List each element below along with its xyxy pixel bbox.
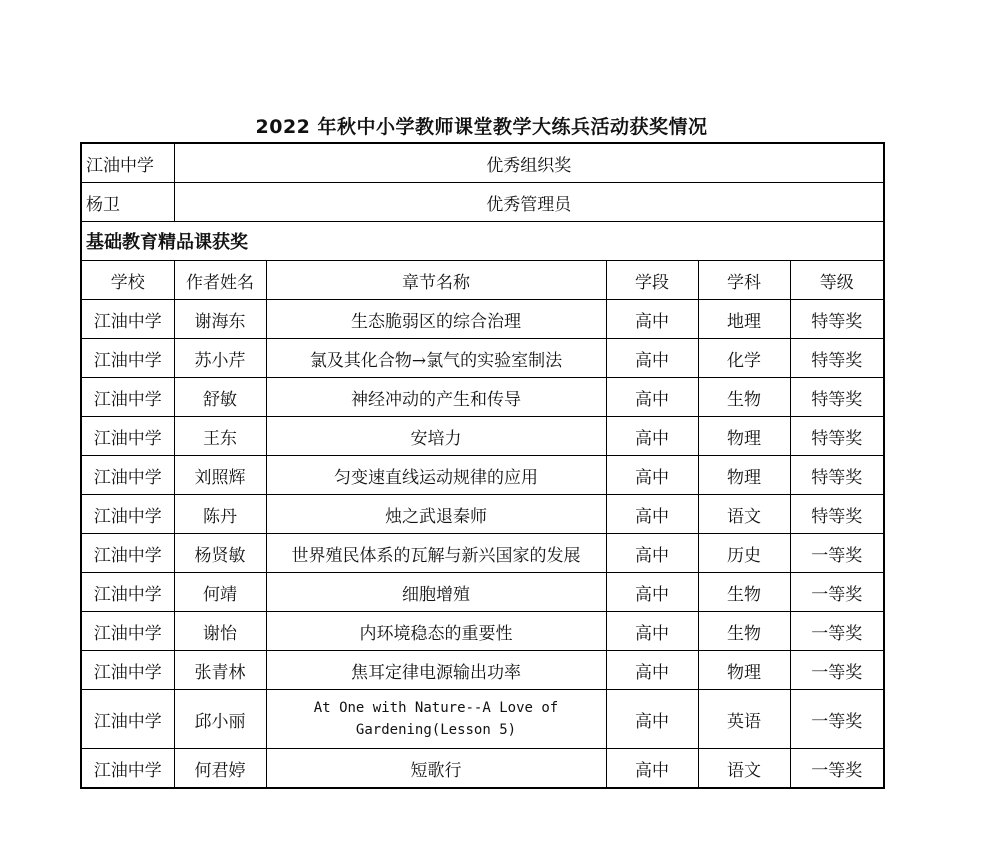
cell-subject: 英语 (698, 690, 790, 749)
cell-subject: 生物 (698, 612, 790, 651)
cell-stage: 高中 (606, 612, 698, 651)
cell-level: 特等奖 (790, 456, 884, 495)
cell-author: 何君婷 (174, 749, 266, 789)
cell-level: 一等奖 (790, 534, 884, 573)
table-row (81, 456, 884, 495)
manager-award-row (81, 183, 884, 222)
cell-author: 陈丹 (174, 495, 266, 534)
document-title: 2022 年秋中小学教师课堂教学大练兵活动获奖情况 (255, 116, 708, 138)
cell-author: 杨贤敏 (174, 534, 266, 573)
org-award-title: 优秀组织奖 (174, 143, 884, 183)
cell-chapter: 氯及其化合物→氯气的实验室制法 (266, 339, 606, 378)
cell-author: 苏小芹 (174, 339, 266, 378)
column-header-row (81, 261, 884, 300)
manager-award-name: 杨卫 (81, 183, 174, 222)
cell-school: 江油中学 (81, 690, 174, 749)
column-header-subject: 学科 (698, 261, 790, 300)
cell-chapter: 烛之武退秦师 (266, 495, 606, 534)
cell-school: 江油中学 (81, 749, 174, 789)
cell-level: 一等奖 (790, 651, 884, 690)
cell-subject: 语文 (698, 495, 790, 534)
table-row (81, 749, 884, 789)
column-header-author: 作者姓名 (174, 261, 266, 300)
cell-stage: 高中 (606, 749, 698, 789)
cell-level: 特等奖 (790, 417, 884, 456)
cell-chapter: 短歌行 (266, 749, 606, 789)
cell-chapter: 细胞增殖 (266, 573, 606, 612)
column-header-school: 学校 (81, 261, 174, 300)
cell-author: 邱小丽 (174, 690, 266, 749)
cell-level: 一等奖 (790, 749, 884, 789)
cell-chapter: 神经冲动的产生和传导 (266, 378, 606, 417)
cell-stage: 高中 (606, 534, 698, 573)
table-row (81, 495, 884, 534)
table-row (81, 690, 884, 749)
cell-school: 江油中学 (81, 378, 174, 417)
cell-stage: 高中 (606, 690, 698, 749)
cell-author: 刘照辉 (174, 456, 266, 495)
cell-level: 特等奖 (790, 339, 884, 378)
table-row (81, 534, 884, 573)
column-header-chapter: 章节名称 (266, 261, 606, 300)
cell-level: 特等奖 (790, 378, 884, 417)
section-header-row (81, 222, 884, 261)
table-row (81, 612, 884, 651)
cell-school: 江油中学 (81, 612, 174, 651)
cell-stage: 高中 (606, 300, 698, 339)
cell-school: 江油中学 (81, 417, 174, 456)
cell-school: 江油中学 (81, 456, 174, 495)
cell-author: 谢海东 (174, 300, 266, 339)
cell-chapter: 安培力 (266, 417, 606, 456)
cell-author: 张青林 (174, 651, 266, 690)
column-header-stage: 学段 (606, 261, 698, 300)
cell-level: 一等奖 (790, 573, 884, 612)
cell-subject: 语文 (698, 749, 790, 789)
cell-school: 江油中学 (81, 495, 174, 534)
cell-subject: 历史 (698, 534, 790, 573)
cell-subject: 物理 (698, 456, 790, 495)
cell-subject: 地理 (698, 300, 790, 339)
cell-chapter: 内环境稳态的重要性 (266, 612, 606, 651)
cell-stage: 高中 (606, 573, 698, 612)
cell-chapter: 焦耳定律电源输出功率 (266, 651, 606, 690)
cell-author: 谢怡 (174, 612, 266, 651)
cell-subject: 物理 (698, 651, 790, 690)
cell-level: 特等奖 (790, 300, 884, 339)
table-row (81, 573, 884, 612)
column-header-level: 等级 (790, 261, 884, 300)
cell-level: 特等奖 (790, 495, 884, 534)
cell-school: 江油中学 (81, 573, 174, 612)
cell-stage: 高中 (606, 651, 698, 690)
cell-subject: 生物 (698, 378, 790, 417)
section-title: 基础教育精品课获奖 (81, 222, 884, 261)
cell-school: 江油中学 (81, 300, 174, 339)
cell-stage: 高中 (606, 417, 698, 456)
cell-stage: 高中 (606, 339, 698, 378)
table-row (81, 417, 884, 456)
org-award-name: 江油中学 (81, 143, 174, 183)
cell-stage: 高中 (606, 456, 698, 495)
cell-school: 江油中学 (81, 339, 174, 378)
cell-chapter: At One with Nature--A Love of Gardening(Lesson 5) (266, 690, 606, 749)
cell-subject: 物理 (698, 417, 790, 456)
table-row (81, 339, 884, 378)
awards-table-body (81, 143, 884, 788)
cell-author: 舒敏 (174, 378, 266, 417)
cell-chapter: 生态脆弱区的综合治理 (266, 300, 606, 339)
cell-chapter: 世界殖民体系的瓦解与新兴国家的发展 (266, 534, 606, 573)
cell-school: 江油中学 (81, 651, 174, 690)
cell-level: 一等奖 (790, 612, 884, 651)
table-row (81, 378, 884, 417)
cell-author: 何靖 (174, 573, 266, 612)
cell-author: 王东 (174, 417, 266, 456)
manager-award-title: 优秀管理员 (174, 183, 884, 222)
cell-stage: 高中 (606, 378, 698, 417)
cell-school: 江油中学 (81, 534, 174, 573)
cell-stage: 高中 (606, 495, 698, 534)
cell-subject: 生物 (698, 573, 790, 612)
cell-level: 一等奖 (790, 690, 884, 749)
table-row (81, 300, 884, 339)
org-award-row (81, 143, 884, 183)
cell-chapter: 匀变速直线运动规律的应用 (266, 456, 606, 495)
cell-subject: 化学 (698, 339, 790, 378)
awards-table (80, 142, 885, 789)
table-row (81, 651, 884, 690)
